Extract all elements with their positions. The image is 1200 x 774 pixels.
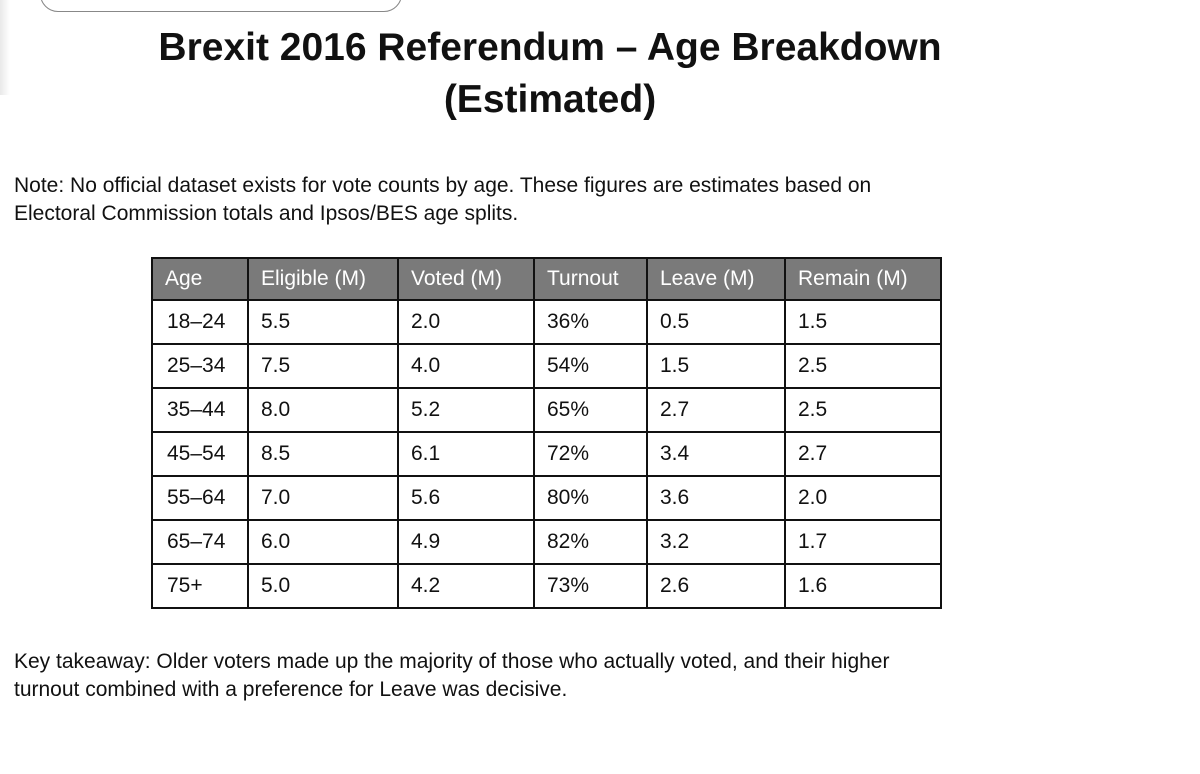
cell-turnout: 80% bbox=[534, 476, 647, 520]
cell-voted: 5.6 bbox=[398, 476, 534, 520]
cell-remain: 2.5 bbox=[785, 388, 941, 432]
cell-remain: 2.7 bbox=[785, 432, 941, 476]
key-takeaway-paragraph bbox=[14, 648, 1114, 704]
header-eligible: Eligible (M) bbox=[248, 258, 398, 300]
cell-voted: 4.0 bbox=[398, 344, 534, 388]
cell-leave: 2.6 bbox=[647, 564, 785, 608]
table-row bbox=[152, 388, 941, 432]
cell-turnout: 54% bbox=[534, 344, 647, 388]
title-line-2: (Estimated) bbox=[443, 78, 657, 121]
takeaway-line-1: Key takeaway: Older voters made up the majority of those who actually voted, and their higher bbox=[14, 650, 890, 673]
cell-leave: 3.6 bbox=[647, 476, 785, 520]
table-row bbox=[152, 564, 941, 608]
cell-turnout: 82% bbox=[534, 520, 647, 564]
cell-eligible: 6.0 bbox=[248, 520, 398, 564]
header-turnout: Turnout bbox=[534, 258, 647, 300]
cell-leave: 0.5 bbox=[647, 300, 785, 344]
cell-voted: 5.2 bbox=[398, 388, 534, 432]
title-line-1: Brexit 2016 Referendum – Age Breakdown bbox=[158, 26, 942, 69]
cell-eligible: 7.0 bbox=[248, 476, 398, 520]
table-row bbox=[152, 432, 941, 476]
cell-leave: 2.7 bbox=[647, 388, 785, 432]
cell-age: 25–34 bbox=[152, 344, 248, 388]
cell-age: 45–54 bbox=[152, 432, 248, 476]
note-line-2: Electoral Commission totals and Ipsos/BES age splits. bbox=[14, 202, 519, 225]
table-header-row bbox=[152, 258, 941, 300]
age-breakdown-table bbox=[151, 257, 942, 609]
page-edge-shadow bbox=[0, 0, 10, 95]
table-row bbox=[152, 344, 941, 388]
cell-eligible: 8.0 bbox=[248, 388, 398, 432]
cell-age: 65–74 bbox=[152, 520, 248, 564]
cell-eligible: 7.5 bbox=[248, 344, 398, 388]
header-remain: Remain (M) bbox=[785, 258, 941, 300]
header-voted: Voted (M) bbox=[398, 258, 534, 300]
cell-voted: 6.1 bbox=[398, 432, 534, 476]
cell-turnout: 36% bbox=[534, 300, 647, 344]
cell-turnout: 73% bbox=[534, 564, 647, 608]
cell-voted: 4.2 bbox=[398, 564, 534, 608]
table-row bbox=[152, 300, 941, 344]
cell-remain: 2.0 bbox=[785, 476, 941, 520]
cell-remain: 2.5 bbox=[785, 344, 941, 388]
cell-remain: 1.5 bbox=[785, 300, 941, 344]
cell-turnout: 72% bbox=[534, 432, 647, 476]
cell-eligible: 5.0 bbox=[248, 564, 398, 608]
header-leave: Leave (M) bbox=[647, 258, 785, 300]
cell-eligible: 5.5 bbox=[248, 300, 398, 344]
table-row bbox=[152, 476, 941, 520]
cell-age: 18–24 bbox=[152, 300, 248, 344]
takeaway-line-2: turnout combined with a preference for Leave was decisive. bbox=[14, 678, 568, 701]
table-row bbox=[152, 520, 941, 564]
cell-age: 35–44 bbox=[152, 388, 248, 432]
cell-leave: 3.4 bbox=[647, 432, 785, 476]
page-title bbox=[60, 22, 1040, 126]
cell-remain: 1.7 bbox=[785, 520, 941, 564]
header-age: Age bbox=[152, 258, 248, 300]
cell-age: 55–64 bbox=[152, 476, 248, 520]
cell-leave: 1.5 bbox=[647, 344, 785, 388]
note-paragraph bbox=[14, 172, 1114, 228]
note-line-1: Note: No official dataset exists for vote counts by age. These figures are estimates based on bbox=[14, 174, 872, 197]
cell-voted: 4.9 bbox=[398, 520, 534, 564]
cell-remain: 1.6 bbox=[785, 564, 941, 608]
top-clipped-button-shape bbox=[40, 0, 402, 12]
cell-turnout: 65% bbox=[534, 388, 647, 432]
cell-eligible: 8.5 bbox=[248, 432, 398, 476]
cell-leave: 3.2 bbox=[647, 520, 785, 564]
cell-voted: 2.0 bbox=[398, 300, 534, 344]
cell-age: 75+ bbox=[152, 564, 248, 608]
